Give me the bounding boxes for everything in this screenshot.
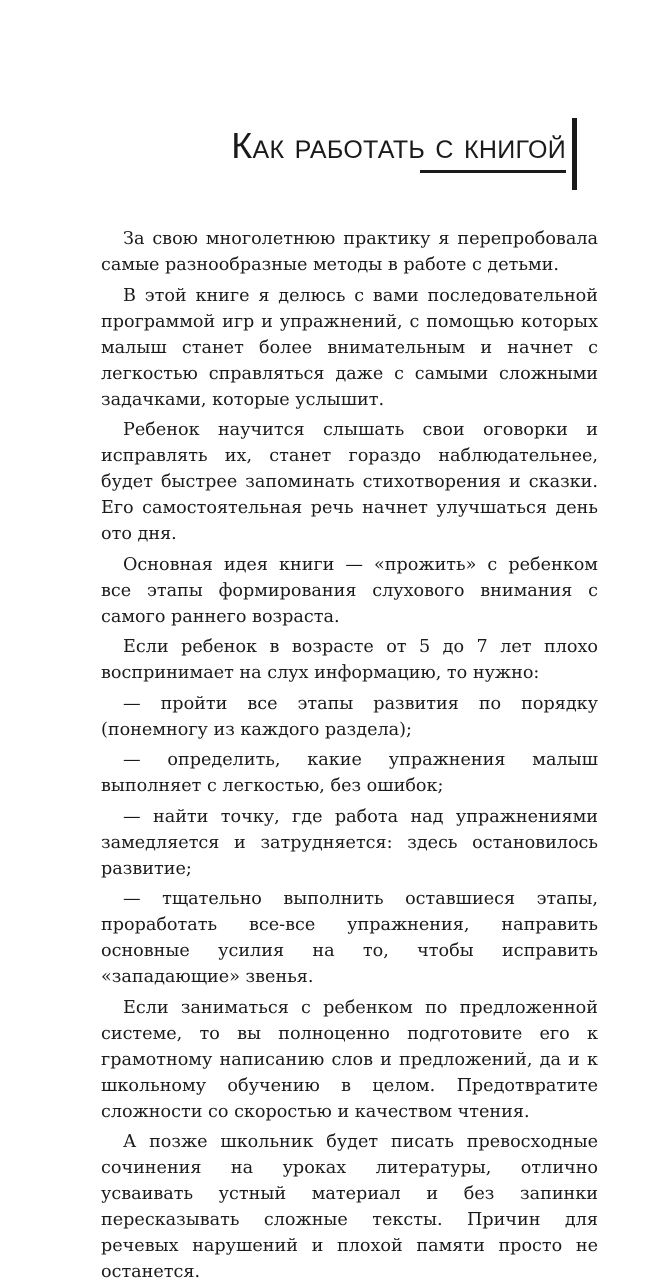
paragraph: Ребенок научится слышать свои оговорки и исправлять их, станет гораздо наблюдательнее, будет быстрее запоминать стихотворения и сказки. Его самостоятельная речь начнет улучшаться день ото дня. (101, 420, 598, 544)
paragraph: В этой книге я делюсь с вами последовательной программой игр и упражнений, с помощью которых малыш станет более внимательным и начнет с легкостью справляться даже с самыми сложными задачками, которые услышит. (101, 285, 598, 410)
paragraph: А позже школьник будет писать превосходные сочинения на уроках литературы, отлично усваивать устный материал и без запинки пересказывать сложные тексты. Причин для речевых нарушений и плохой памяти просто не останется. (101, 1132, 598, 1282)
list-item-paragraph: — определить, какие упражнения малыш выполняет с легкостью, без ошибок; (101, 750, 598, 796)
list-item-paragraph: — найти точку, где работа над упражнениями замедляется и затрудняется: здесь остановилось развитие; (101, 806, 598, 879)
paragraph: Если заниматься с ребенком по предложенной системе, то вы полноценно подготовите его к грамотному написанию слов и предложений, да и к школьному обучению в целом. Предотвратите сложности со скоростью и качеством чтения. (101, 997, 598, 1122)
list-item-paragraph: — пройти все этапы развития по порядку (понемногу из каждого раздела); (101, 693, 598, 740)
paragraph: За свою многолетнюю практику я перепробовала самые разнообразные методы в работе с детьми. (101, 229, 598, 275)
title-underline (420, 170, 566, 173)
body-text (101, 226, 598, 1285)
chapter-heading (160, 126, 580, 176)
chapter-title: Как работать с книгой (231, 125, 566, 166)
list-item-paragraph: — тщательно выполнить оставшиеся этапы, проработать все-все упражнения, направить основные усилия на то, чтобы исправить «западающие» звенья. (101, 889, 598, 987)
title-vertical-rule (572, 118, 577, 190)
paragraph: Если ребенок в возрасте от 5 до 7 лет плохо воспринимает на слух информацию, то нужно: (101, 637, 598, 683)
paragraph: Основная идея книги — «прожить» с ребенком все этапы формирования слухового внимания с самого раннего возраста. (101, 554, 598, 627)
